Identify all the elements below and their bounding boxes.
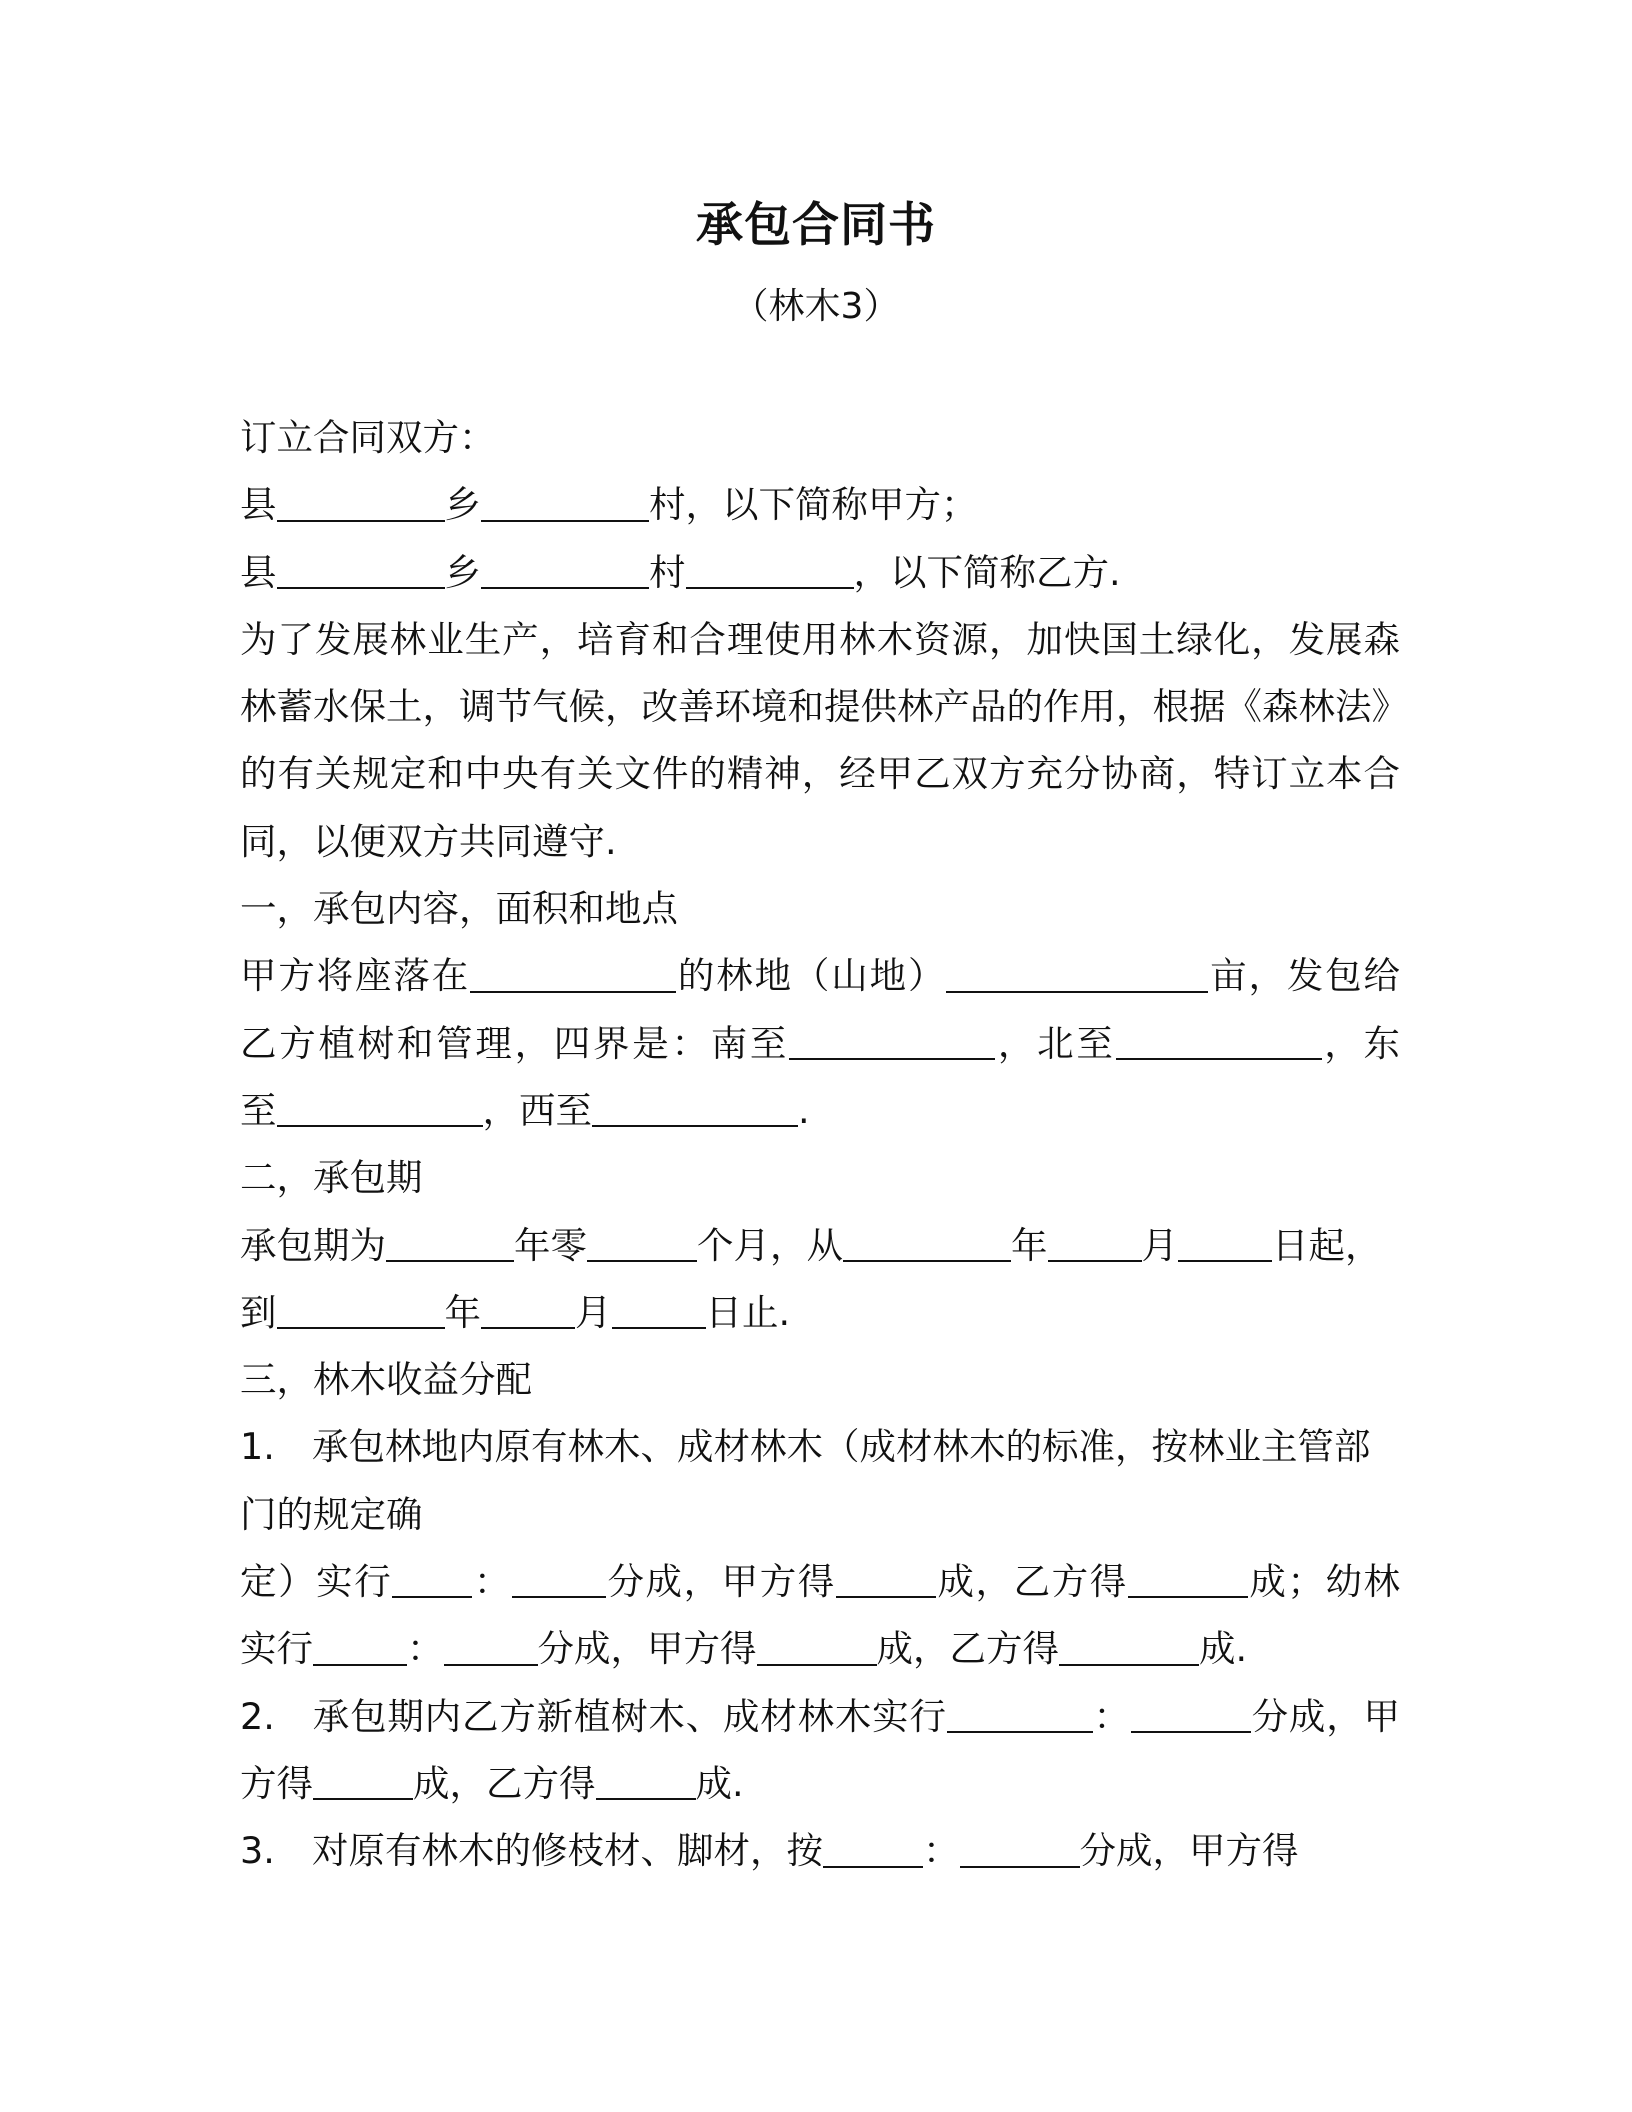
- party-b-county-blank[interactable]: [277, 549, 445, 589]
- start-month-blank[interactable]: [1048, 1222, 1142, 1262]
- term-label: 承包期为: [240, 1223, 386, 1267]
- item1-young-ratio-b-blank[interactable]: [444, 1625, 538, 1665]
- item1-number: 1.: [240, 1425, 275, 1469]
- term-years-label: 年零: [514, 1223, 587, 1267]
- section1-heading: 一，承包内容，面积和地点: [240, 887, 678, 931]
- item1-young-ratio-colon: ：: [407, 1627, 444, 1671]
- end-month-blank[interactable]: [481, 1289, 575, 1329]
- item2-ratio-b-blank[interactable]: [1131, 1693, 1251, 1733]
- east-boundary-label: ，东: [1321, 1021, 1401, 1065]
- item1-young-forest-label: 成；幼林: [1247, 1560, 1401, 1604]
- item1-young-ratio-label: 实行: [240, 1627, 313, 1671]
- preamble-line-3: 的有关规定和中央有关文件的精神，经甲乙双方充分协商，特订立本合: [240, 752, 1400, 796]
- item1-party-b-blank[interactable]: [1128, 1558, 1248, 1598]
- section2-heading: 二，承包期: [240, 1156, 423, 1200]
- item1-young-party-a-blank[interactable]: [757, 1625, 877, 1665]
- south-boundary-blank[interactable]: [789, 1020, 995, 1060]
- item1-young-party-b-blank[interactable]: [1059, 1625, 1199, 1665]
- end-label: 到: [240, 1290, 277, 1334]
- item3-text: 对原有林木的修枝材、脚材，按: [312, 1829, 823, 1873]
- start-year-label: 年: [1011, 1223, 1048, 1267]
- parties-heading: 订立合同双方：: [240, 416, 496, 459]
- preamble-line-4: 同，以便双方共同遵守.: [240, 819, 617, 863]
- section1-line-1: [240, 942, 1400, 1009]
- item1-ratio-b-blank[interactable]: [512, 1558, 606, 1598]
- party-a-line: [240, 471, 1400, 538]
- start-year-blank[interactable]: [843, 1222, 1011, 1262]
- item1-party-a-blank[interactable]: [836, 1558, 936, 1598]
- item2-ratio-a-blank[interactable]: [947, 1693, 1093, 1733]
- end-day-label: 日止.: [705, 1290, 791, 1334]
- end-month-label: 月: [575, 1290, 612, 1334]
- west-boundary-blank[interactable]: [592, 1087, 798, 1127]
- item1-line-2: 门的规定确: [240, 1492, 423, 1536]
- location-label: 甲方将座落在: [240, 954, 471, 998]
- end-day-blank[interactable]: [612, 1289, 706, 1329]
- item1-ratio-colon: ：: [472, 1560, 512, 1604]
- item3-ratio-colon: ：: [923, 1829, 960, 1873]
- item3-party-a-label: 分成，甲方得: [1079, 1829, 1299, 1873]
- section2-line-1: [240, 1212, 1400, 1279]
- item2-line-2: [240, 1750, 1400, 1817]
- preamble-line-2: 林蓄水保土，调节气候，改善环境和提供林产品的作用，根据《森林法》: [240, 685, 1408, 729]
- party-b-county-label: 县: [240, 550, 277, 594]
- start-month-label: 月: [1141, 1223, 1178, 1267]
- north-boundary-label: ，北至: [995, 1021, 1116, 1065]
- party-b-line: [240, 539, 1400, 606]
- document-title: 承包合同书: [696, 198, 936, 253]
- area-blank[interactable]: [946, 952, 1208, 992]
- party-b-village-label: 村: [649, 550, 686, 594]
- section3-heading: 三，林木收益分配: [240, 1358, 532, 1402]
- term-months-blank[interactable]: [587, 1222, 697, 1262]
- start-day-blank[interactable]: [1178, 1222, 1272, 1262]
- item2-party-b-blank[interactable]: [596, 1760, 696, 1800]
- contract-body: [240, 404, 1408, 1885]
- east-boundary-blank[interactable]: [277, 1087, 483, 1127]
- party-b-suffix: ，以下简称乙方.: [853, 550, 1121, 594]
- preamble-line-1: 为了发展林业生产，培育和合理使用林木资源，加快国土绿化，发展森: [240, 617, 1400, 661]
- item2-line-1: [240, 1683, 1400, 1750]
- item2-text: 承包期内乙方新植树木、成材林木实行: [312, 1694, 947, 1738]
- item1-text: 承包林地内原有林木、成材林木（成材林木的标准，按林业主管部: [312, 1425, 1371, 1469]
- item2-party-a-label-cont: 方得: [240, 1761, 313, 1805]
- item1-line-3: [240, 1548, 1400, 1615]
- period-mark: .: [798, 1088, 810, 1132]
- item1-party-a-label: 分成，甲方得: [605, 1560, 836, 1604]
- end-year-label: 年: [444, 1290, 481, 1334]
- item1-ratio-a-blank[interactable]: [392, 1558, 472, 1598]
- south-boundary-label: 乙方植树和管理，四界是：南至: [240, 1021, 790, 1065]
- item2-party-a-label: 分成，甲: [1250, 1694, 1401, 1738]
- north-boundary-blank[interactable]: [1116, 1020, 1322, 1060]
- item1-line-1: [240, 1413, 1400, 1480]
- item2-number: 2.: [240, 1694, 275, 1738]
- end-year-blank[interactable]: [277, 1289, 445, 1329]
- party-a-village-label: 村，以下简称甲方；: [649, 483, 978, 527]
- party-b-township-blank[interactable]: [481, 549, 649, 589]
- party-a-county-blank[interactable]: [277, 481, 445, 521]
- item3-ratio-a-blank[interactable]: [823, 1827, 923, 1867]
- area-unit-label: 亩，发包给: [1208, 954, 1401, 998]
- item2-party-a-blank[interactable]: [313, 1760, 413, 1800]
- item3-ratio-b-blank[interactable]: [960, 1827, 1080, 1867]
- term-months-label: 个月，从: [697, 1223, 843, 1267]
- location-blank[interactable]: [470, 952, 676, 992]
- item3-number: 3.: [240, 1829, 275, 1873]
- item2-party-b-label: 成，乙方得: [413, 1761, 596, 1805]
- forest-land-label: 的林地（山地）: [676, 954, 947, 998]
- item1-young-ratio-a-blank[interactable]: [313, 1625, 407, 1665]
- east-boundary-label-cont: 至: [240, 1088, 277, 1132]
- section1-line-2: [240, 1010, 1400, 1077]
- party-b-name-blank[interactable]: [686, 549, 854, 589]
- party-b-township-label: 乡: [444, 550, 481, 594]
- start-day-label: 日起，: [1272, 1223, 1382, 1267]
- item2-end: 成.: [695, 1761, 744, 1805]
- term-years-blank[interactable]: [386, 1222, 514, 1262]
- item1-ratio-label: 定）实行: [240, 1560, 393, 1604]
- item1-young-party-a-label: 分成，甲方得: [537, 1627, 757, 1671]
- party-a-county-label: 县: [240, 483, 277, 527]
- item1-party-b-label: 成，乙方得: [935, 1560, 1128, 1604]
- document-subtitle: （林木3）: [732, 286, 900, 327]
- item2-ratio-colon: ：: [1092, 1694, 1131, 1738]
- west-boundary-label: ，西至: [482, 1088, 592, 1132]
- section1-line-3: [240, 1077, 1400, 1144]
- party-a-township-label: 乡: [444, 483, 481, 527]
- item3-line-1: [240, 1817, 1400, 1884]
- item1-young-party-b-label: 成，乙方得: [876, 1627, 1059, 1671]
- item1-young-end: 成.: [1199, 1627, 1248, 1671]
- item1-line-4: [240, 1615, 1400, 1682]
- party-a-township-blank[interactable]: [481, 481, 649, 521]
- section2-line-2: [240, 1279, 1400, 1346]
